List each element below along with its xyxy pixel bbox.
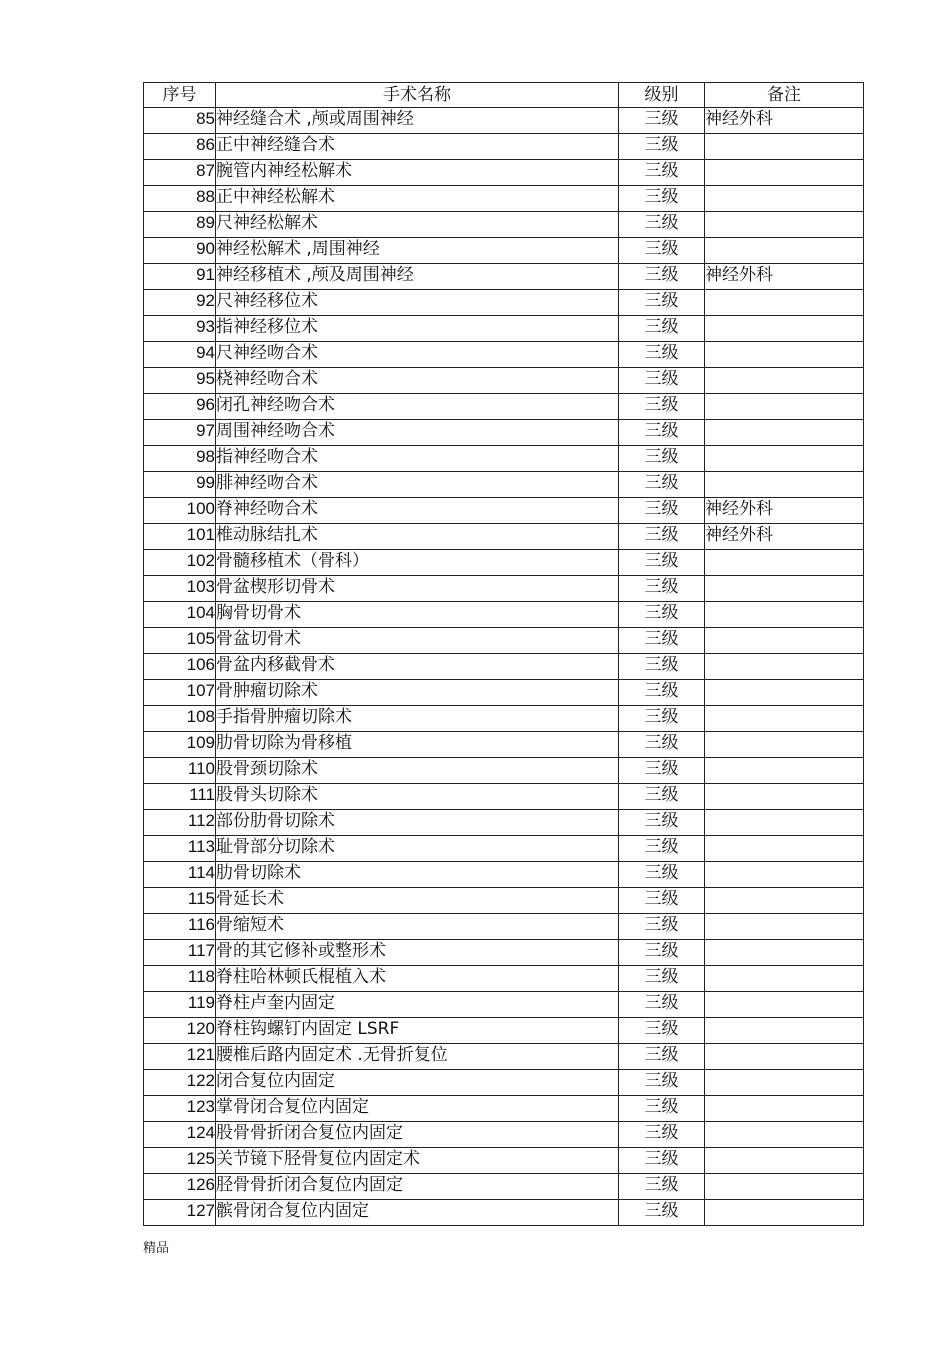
table-row [144, 290, 864, 316]
cell-note [705, 316, 864, 342]
header-note: 备注 [705, 83, 864, 108]
cell-note [705, 160, 864, 186]
cell-name: 腰椎后路内固定术 .无骨折复位 [216, 1044, 619, 1070]
cell-no: 85 [144, 108, 216, 134]
cell-level: 三级 [619, 134, 705, 160]
cell-name: 正中神经松解术 [216, 186, 619, 212]
cell-name: 椎动脉结扎术 [216, 524, 619, 550]
cell-name: 脊柱钩螺钉内固定 LSRF [216, 1018, 619, 1044]
cell-note [705, 134, 864, 160]
table-row [144, 316, 864, 342]
table-row [144, 186, 864, 212]
cell-level: 三级 [619, 186, 705, 212]
cell-level: 三级 [619, 706, 705, 732]
table-row [144, 1018, 864, 1044]
cell-no: 102 [144, 550, 216, 576]
cell-name: 胸骨切骨术 [216, 602, 619, 628]
cell-note [705, 472, 864, 498]
cell-level: 三级 [619, 940, 705, 966]
cell-note [705, 1174, 864, 1200]
cell-no: 92 [144, 290, 216, 316]
cell-level: 三级 [619, 654, 705, 680]
cell-name: 骨髓移植术（骨科） [216, 550, 619, 576]
cell-name: 桡神经吻合术 [216, 368, 619, 394]
cell-name: 脊柱哈林顿氏棍植入术 [216, 966, 619, 992]
table-row [144, 628, 864, 654]
cell-name: 尺神经移位术 [216, 290, 619, 316]
cell-name: 胫骨骨折闭合复位内固定 [216, 1174, 619, 1200]
header-row [144, 83, 864, 108]
cell-name: 掌骨闭合复位内固定 [216, 1096, 619, 1122]
cell-level: 三级 [619, 1122, 705, 1148]
cell-level: 三级 [619, 420, 705, 446]
cell-note: 神经外科 [705, 524, 864, 550]
cell-name: 骨肿瘤切除术 [216, 680, 619, 706]
cell-level: 三级 [619, 784, 705, 810]
cell-no: 93 [144, 316, 216, 342]
cell-no: 105 [144, 628, 216, 654]
cell-note [705, 836, 864, 862]
table-header [144, 83, 864, 108]
cell-level: 三级 [619, 446, 705, 472]
cell-name: 骨延长术 [216, 888, 619, 914]
table-row [144, 706, 864, 732]
cell-name: 骨缩短术 [216, 914, 619, 940]
cell-note [705, 888, 864, 914]
table-row [144, 836, 864, 862]
cell-no: 118 [144, 966, 216, 992]
cell-no: 119 [144, 992, 216, 1018]
cell-name: 指神经移位术 [216, 316, 619, 342]
table-row [144, 966, 864, 992]
table-row [144, 576, 864, 602]
table-row [144, 160, 864, 186]
table-row [144, 342, 864, 368]
cell-note: 神经外科 [705, 108, 864, 134]
cell-level: 三级 [619, 550, 705, 576]
cell-note [705, 1096, 864, 1122]
cell-level: 三级 [619, 264, 705, 290]
cell-no: 91 [144, 264, 216, 290]
cell-note [705, 862, 864, 888]
cell-note [705, 212, 864, 238]
cell-name: 部份肋骨切除术 [216, 810, 619, 836]
cell-level: 三级 [619, 862, 705, 888]
cell-note [705, 446, 864, 472]
table-row [144, 888, 864, 914]
cell-level: 三级 [619, 602, 705, 628]
cell-level: 三级 [619, 290, 705, 316]
cell-level: 三级 [619, 1200, 705, 1226]
cell-level: 三级 [619, 1174, 705, 1200]
table-row [144, 238, 864, 264]
cell-note [705, 1018, 864, 1044]
cell-name: 骨盆内移截骨术 [216, 654, 619, 680]
cell-name: 脊神经吻合术 [216, 498, 619, 524]
table-row [144, 992, 864, 1018]
table-row [144, 680, 864, 706]
cell-level: 三级 [619, 810, 705, 836]
cell-level: 三级 [619, 992, 705, 1018]
cell-name: 骨盆切骨术 [216, 628, 619, 654]
header-no: 序号 [144, 83, 216, 108]
cell-no: 116 [144, 914, 216, 940]
cell-no: 90 [144, 238, 216, 264]
table-row [144, 940, 864, 966]
cell-name: 关节镜下胫骨复位内固定术 [216, 1148, 619, 1174]
cell-note [705, 758, 864, 784]
table-row [144, 1096, 864, 1122]
cell-level: 三级 [619, 758, 705, 784]
table-row [144, 394, 864, 420]
table-row [144, 862, 864, 888]
cell-note: 神经外科 [705, 498, 864, 524]
cell-level: 三级 [619, 628, 705, 654]
cell-level: 三级 [619, 108, 705, 134]
cell-no: 107 [144, 680, 216, 706]
cell-name: 手指骨肿瘤切除术 [216, 706, 619, 732]
cell-level: 三级 [619, 498, 705, 524]
cell-name: 耻骨部分切除术 [216, 836, 619, 862]
cell-level: 三级 [619, 576, 705, 602]
cell-name: 神经缝合术 ,颅或周围神经 [216, 108, 619, 134]
table-row [144, 1200, 864, 1226]
table-row [144, 420, 864, 446]
cell-name: 骨的其它修补或整形术 [216, 940, 619, 966]
cell-name: 股骨颈切除术 [216, 758, 619, 784]
cell-no: 112 [144, 810, 216, 836]
cell-no: 117 [144, 940, 216, 966]
cell-note [705, 342, 864, 368]
cell-no: 103 [144, 576, 216, 602]
cell-name: 闭合复位内固定 [216, 1070, 619, 1096]
cell-note [705, 368, 864, 394]
cell-level: 三级 [619, 836, 705, 862]
cell-level: 三级 [619, 1044, 705, 1070]
cell-note [705, 680, 864, 706]
cell-note [705, 420, 864, 446]
table-row [144, 472, 864, 498]
table-row [144, 498, 864, 524]
cell-no: 111 [144, 784, 216, 810]
cell-level: 三级 [619, 524, 705, 550]
table-row [144, 134, 864, 160]
cell-note [705, 186, 864, 212]
cell-note [705, 914, 864, 940]
cell-name: 髌骨闭合复位内固定 [216, 1200, 619, 1226]
cell-note [705, 966, 864, 992]
cell-no: 124 [144, 1122, 216, 1148]
cell-name: 神经松解术 ,周围神经 [216, 238, 619, 264]
cell-level: 三级 [619, 342, 705, 368]
cell-no: 97 [144, 420, 216, 446]
cell-note [705, 550, 864, 576]
cell-name: 周围神经吻合术 [216, 420, 619, 446]
cell-note [705, 810, 864, 836]
cell-name: 股骨骨折闭合复位内固定 [216, 1122, 619, 1148]
cell-level: 三级 [619, 472, 705, 498]
cell-level: 三级 [619, 1148, 705, 1174]
cell-note [705, 784, 864, 810]
header-name: 手术名称 [216, 83, 619, 108]
cell-level: 三级 [619, 1018, 705, 1044]
cell-no: 113 [144, 836, 216, 862]
cell-level: 三级 [619, 1070, 705, 1096]
table-row [144, 1174, 864, 1200]
cell-name: 腕管内神经松解术 [216, 160, 619, 186]
table-row [144, 758, 864, 784]
cell-no: 88 [144, 186, 216, 212]
table-row [144, 654, 864, 680]
table-row [144, 212, 864, 238]
cell-level: 三级 [619, 732, 705, 758]
table-row [144, 914, 864, 940]
cell-no: 86 [144, 134, 216, 160]
cell-level: 三级 [619, 160, 705, 186]
cell-name: 尺神经松解术 [216, 212, 619, 238]
cell-name: 正中神经缝合术 [216, 134, 619, 160]
table-row [144, 108, 864, 134]
cell-no: 89 [144, 212, 216, 238]
cell-level: 三级 [619, 212, 705, 238]
cell-note [705, 992, 864, 1018]
cell-level: 三级 [619, 1096, 705, 1122]
cell-level: 三级 [619, 238, 705, 264]
cell-no: 115 [144, 888, 216, 914]
cell-name: 肋骨切除术 [216, 862, 619, 888]
cell-note [705, 1044, 864, 1070]
table-row [144, 784, 864, 810]
cell-no: 100 [144, 498, 216, 524]
cell-no: 95 [144, 368, 216, 394]
cell-name: 指神经吻合术 [216, 446, 619, 472]
cell-level: 三级 [619, 368, 705, 394]
cell-note [705, 394, 864, 420]
cell-no: 87 [144, 160, 216, 186]
cell-level: 三级 [619, 680, 705, 706]
header-level: 级别 [619, 83, 705, 108]
cell-no: 94 [144, 342, 216, 368]
cell-name: 神经移植术 ,颅及周围神经 [216, 264, 619, 290]
cell-name: 腓神经吻合术 [216, 472, 619, 498]
cell-no: 104 [144, 602, 216, 628]
cell-note [705, 628, 864, 654]
cell-no: 114 [144, 862, 216, 888]
cell-name: 尺神经吻合术 [216, 342, 619, 368]
cell-no: 120 [144, 1018, 216, 1044]
cell-note [705, 732, 864, 758]
cell-note [705, 706, 864, 732]
cell-no: 109 [144, 732, 216, 758]
table-row [144, 1148, 864, 1174]
cell-no: 99 [144, 472, 216, 498]
cell-name: 骨盆楔形切骨术 [216, 576, 619, 602]
cell-level: 三级 [619, 888, 705, 914]
cell-note [705, 1070, 864, 1096]
cell-no: 106 [144, 654, 216, 680]
table-row [144, 1044, 864, 1070]
cell-no: 101 [144, 524, 216, 550]
table-row [144, 1070, 864, 1096]
table-row [144, 524, 864, 550]
cell-level: 三级 [619, 966, 705, 992]
cell-note [705, 290, 864, 316]
table-row [144, 264, 864, 290]
cell-level: 三级 [619, 394, 705, 420]
table-row [144, 810, 864, 836]
table-row [144, 446, 864, 472]
cell-name: 肋骨切除为骨移植 [216, 732, 619, 758]
cell-note [705, 1200, 864, 1226]
table-body [144, 108, 864, 1226]
cell-no: 123 [144, 1096, 216, 1122]
cell-level: 三级 [619, 914, 705, 940]
cell-note [705, 576, 864, 602]
footer-text: 精品 [143, 1241, 170, 1256]
cell-no: 126 [144, 1174, 216, 1200]
cell-note [705, 1148, 864, 1174]
cell-no: 122 [144, 1070, 216, 1096]
cell-no: 96 [144, 394, 216, 420]
cell-note [705, 238, 864, 264]
cell-no: 127 [144, 1200, 216, 1226]
cell-no: 121 [144, 1044, 216, 1070]
cell-note [705, 654, 864, 680]
table-row [144, 732, 864, 758]
table-row [144, 368, 864, 394]
cell-note: 神经外科 [705, 264, 864, 290]
cell-level: 三级 [619, 316, 705, 342]
cell-name: 脊柱卢奎内固定 [216, 992, 619, 1018]
cell-note [705, 940, 864, 966]
cell-note [705, 602, 864, 628]
cell-note [705, 1122, 864, 1148]
surgery-table [143, 82, 864, 1226]
cell-no: 98 [144, 446, 216, 472]
table-row [144, 1122, 864, 1148]
table-row [144, 602, 864, 628]
cell-no: 125 [144, 1148, 216, 1174]
cell-name: 闭孔神经吻合术 [216, 394, 619, 420]
table-row [144, 550, 864, 576]
cell-no: 110 [144, 758, 216, 784]
cell-name: 股骨头切除术 [216, 784, 619, 810]
cell-no: 108 [144, 706, 216, 732]
